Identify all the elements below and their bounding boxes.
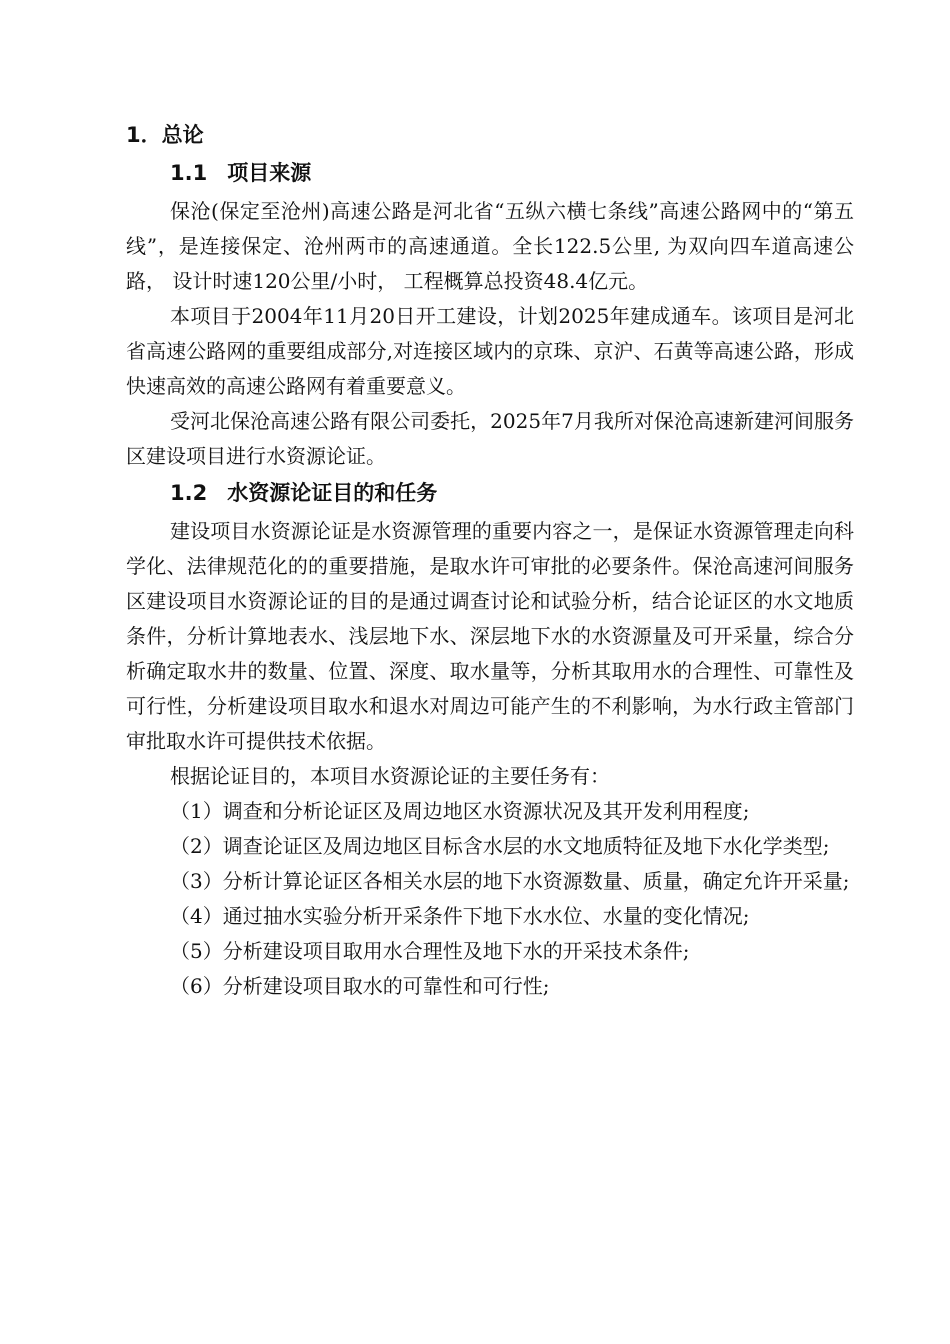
subsection-heading-1-1 (126, 154, 854, 192)
paragraph: 保沧(保定至沧州)高速公路是河北省“五纵六横七条线”高速公路网中的“第五线”，是连接保定、沧州两市的高速通道。全长122.5公里, 为双向四车道高速公路， 设计时速120公里/小时， 工程概算总投资48.4亿元。 (126, 199, 854, 293)
paragraph: 受河北保沧高速公路有限公司委托，2025年7月我所对保沧高速新建河间服务区建设项目进行水资源论证。 (126, 409, 854, 468)
subsection-heading-1-2 (126, 474, 854, 512)
subsection-number: 1.2 (170, 481, 208, 505)
subsection-title: 项目来源 (227, 161, 312, 185)
task-item: （5）分析建设项目取用水合理性及地下水的开采技术条件; (170, 939, 690, 963)
paragraph: 建设项目水资源论证是水资源管理的重要内容之一，是保证水资源管理走向科学化、法律规范化的的重要措施，是取水许可审批的必要条件。保沧高速河间服务区建设项目水资源论证的目的是通过调查讨论和试验分析，结合论证区的水文地质条件，分析计算地表水、浅层地下水、深层地下水的水资源量及可开采量，综合分析确定取水井的数量、位置、深度、取水量等，分析其取用水的合理性、可靠性及可行性，分析建设项目取水和退水对周边可能产生的不利影响，为水行政主管部门审批取水许可提供技术依据。 (126, 519, 854, 753)
subsection-number: 1.1 (170, 161, 208, 185)
section-title: 总论 (161, 123, 204, 147)
task-item: （2）调查论证区及周边地区目标含水层的水文地质特征及地下水化学类型; (170, 834, 830, 858)
section-number: 1． (126, 123, 162, 147)
paragraph: 根据论证目的，本项目水资源论证的主要任务有： (170, 764, 610, 788)
document-page (126, 116, 854, 1004)
task-item: （3）分析计算论证区各相关水层的地下水资源数量、质量，确定允许开采量; (170, 869, 850, 893)
task-item: （1）调查和分析论证区及周边地区水资源状况及其开发利用程度; (170, 799, 750, 823)
task-item: （4）通过抽水实验分析开采条件下地下水水位、水量的变化情况; (170, 904, 750, 928)
task-item: （6）分析建设项目取水的可靠性和可行性; (170, 974, 550, 998)
subsection-title: 水资源论证目的和任务 (227, 481, 438, 505)
section-heading (126, 116, 854, 154)
paragraph: 本项目于2004年11月20日开工建设，计划2025年建成通车。该项目是河北省高速公路网的重要组成部分,对连接区域内的京珠、京沪、石黄等高速公路，形成快速高效的高速公路网有着重要意义。 (126, 304, 854, 398)
